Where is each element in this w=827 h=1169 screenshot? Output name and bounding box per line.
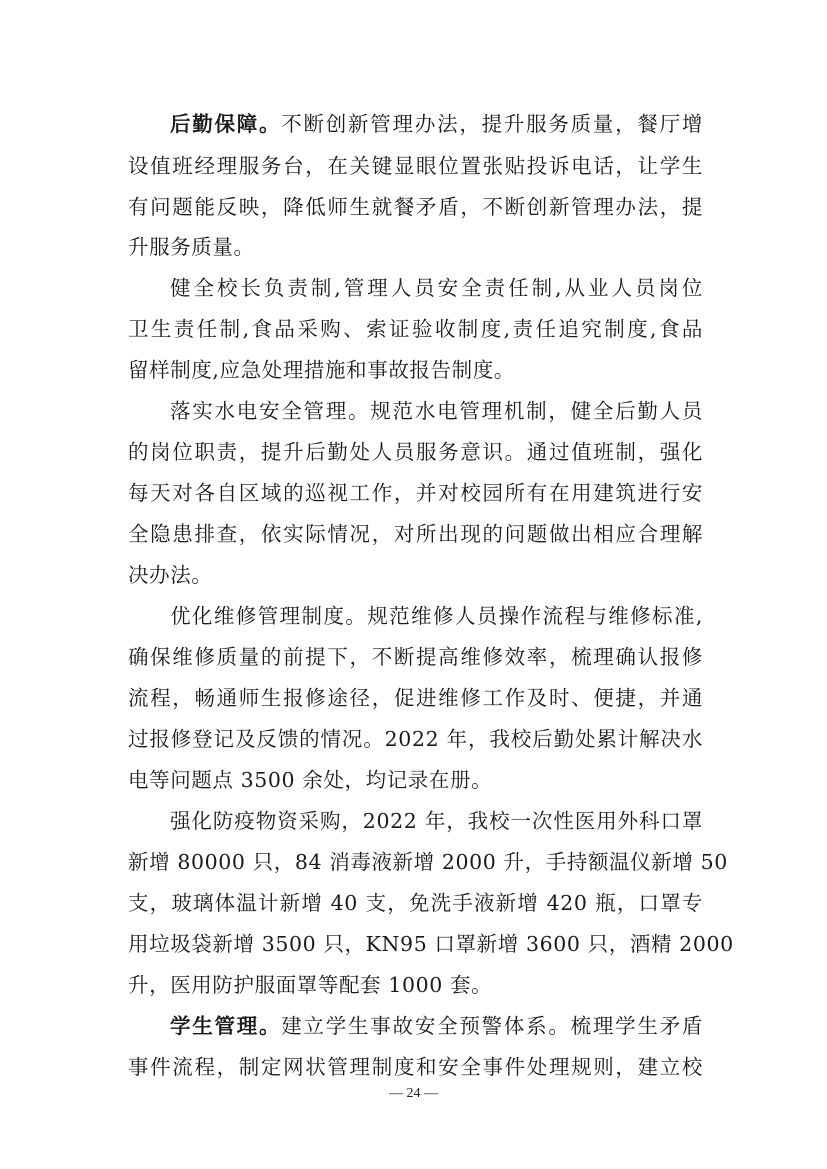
paragraph-line: 有问题能反映，降低师生就餐矛盾，不断创新管理办法，提 [128, 195, 703, 219]
paragraph-line: 电等问题点 3500 余处，均记录在册。 [128, 768, 493, 792]
section-heading-logistics: 后勤保障。 [170, 112, 282, 136]
paragraph-line: 升服务质量。 [128, 235, 255, 259]
paragraph-line: 设值班经理服务台，在关键显眼位置张贴投诉电话，让学生 [128, 154, 703, 178]
paragraph-line: 留样制度,应急处理措施和事故报告制度。 [128, 358, 515, 382]
paragraph-line: 卫生责任制,食品采购、索证验收制度,责任追究制度,食品 [128, 317, 703, 341]
paragraph-line: 新增 80000 只，84 消毒液新增 2000 升，手持额温仪新增 50 [128, 850, 728, 874]
paragraph-line: 的岗位职责，提升后勤处人员服务意识。通过值班制，强化 [128, 440, 703, 464]
section-heading-student-management: 学生管理。 [170, 1014, 282, 1038]
paragraph-line: 决办法。 [128, 563, 213, 587]
paragraph-line: 过报修登记及反馈的情况。2022 年，我校后勤处累计解决水 [128, 727, 703, 751]
paragraph-line: 流程，畅通师生报修途径，促进维修工作及时、便捷，并通 [128, 686, 703, 710]
paragraph-line: 升，医用防护服面罩等配套 1000 套。 [128, 973, 493, 997]
paragraph-line: 优化维修管理制度。规范维修人员操作流程与维修标准, [170, 604, 703, 628]
paragraph-line: 事件流程，制定网状管理制度和安全事件处理规则，建立校 [128, 1055, 703, 1079]
paragraph-line: 落实水电安全管理。规范水电管理机制，健全后勤人员 [170, 399, 703, 423]
paragraph-line: 健全校长负责制,管理人员安全责任制,从业人员岗位 [170, 276, 703, 300]
paragraph-line [170, 104, 703, 144]
page-number: — 24 — [389, 1086, 438, 1101]
paragraph-line: 每天对各自区域的巡视工作，并对校园所有在用建筑进行安 [128, 481, 703, 505]
paragraph-line: 用垃圾袋新增 3500 只，KN95 口罩新增 3600 只，酒精 2000 [128, 932, 734, 956]
paragraph-line: 支，玻璃体温计新增 40 支，免洗手液新增 420 瓶，口罩专 [128, 891, 703, 915]
paragraph-text: 不断创新管理办法，提升服务质量，餐厅增 [281, 112, 703, 136]
paragraph-line [170, 1006, 703, 1046]
paragraph-line: 确保维修质量的前提下，不断提高维修效率，梳理确认报修 [128, 645, 703, 669]
paragraph-text: 建立学生事故安全预警体系。梳理学生矛盾 [281, 1014, 703, 1038]
paragraph-line: 全隐患排查，依实际情况，对所出现的问题做出相应合理解 [128, 522, 703, 546]
paragraph-line: 强化防疫物资采购，2022 年，我校一次性医用外科口罩 [170, 809, 703, 833]
